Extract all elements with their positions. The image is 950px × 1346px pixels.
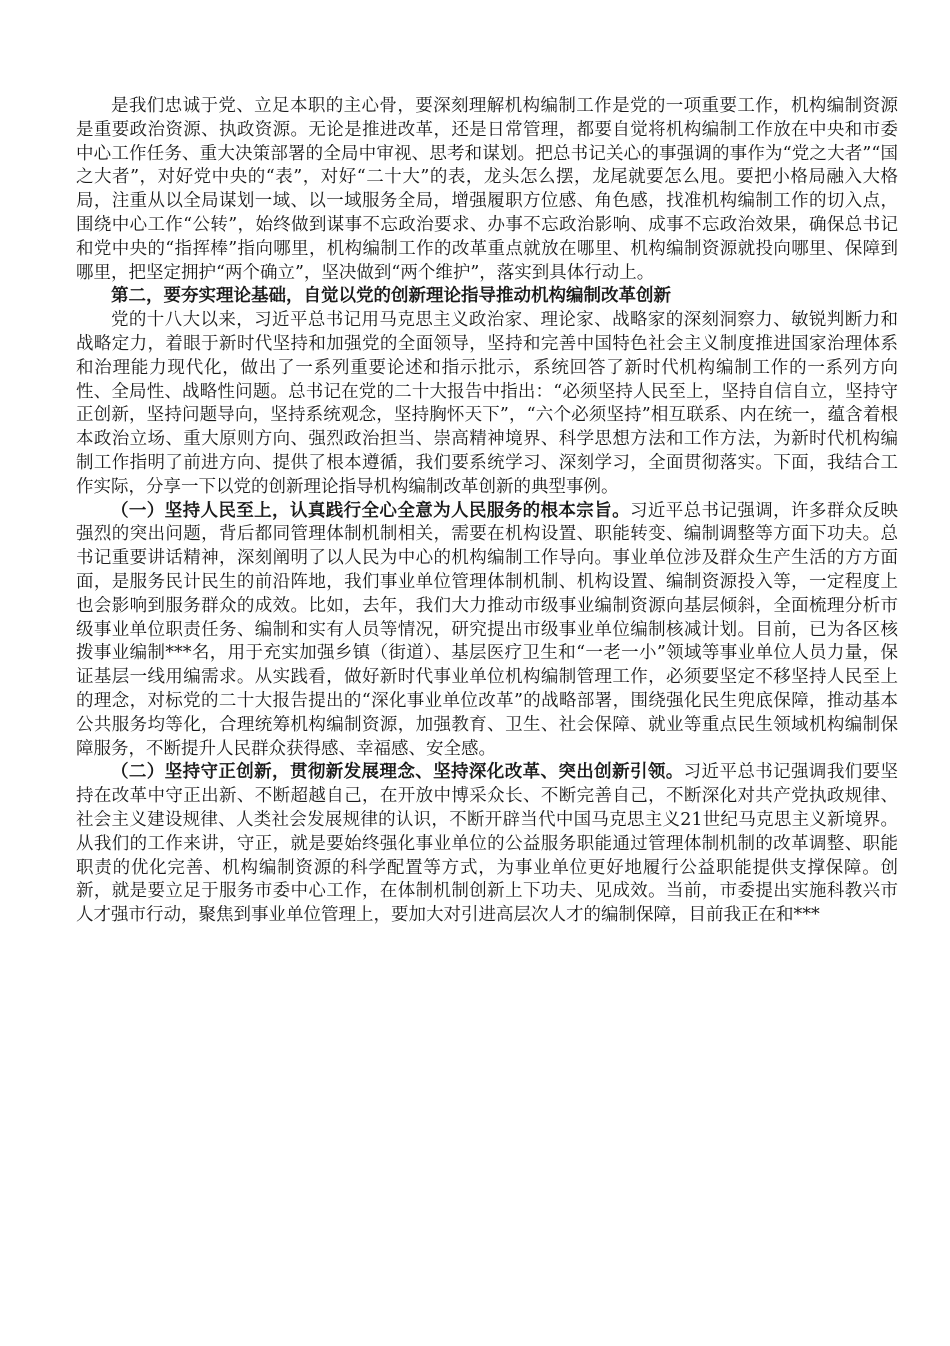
- paragraph-3: [76, 500, 898, 762]
- paragraph-4: [76, 761, 898, 928]
- paragraph-2: 党的十八大以来，习近平总书记用马克思主义政治家、理论家、战略家的深刻洞察力、敏锐判断力和战略定力，着眼于新时代坚持和加强党的全面领导，坚持和完善中国特色社会主义制度推进国家治理体系和治理能力现代化，做出了一系列重要论述和指示批示，系统回答了新时代机构编制工作的一系列方向性、全局性、战略性问题。总书记在党的二十大报告中指出：“必须坚持人民至上，坚持自信自立，坚持守正创新，坚持问题导向，坚持系统观念，坚持胸怀天下”，“六个必须坚持”相互联系、内在统一，蕴含着根本政治立场、重大原则方向、强烈政治担当、崇高精神境界、科学思想方法和工作方法，为新时代机构编制工作指明了前进方向、提供了根本遵循，我们要系统学习、深刻学习，全面贯彻落实。下面，我结合工作实际，分享一下以党的创新理论指导机构编制改革创新的典型事例。: [76, 310, 898, 497]
- section-heading-2: 第二，要夯实理论基础，自觉以党的创新理论指导推动机构编制改革创新: [111, 286, 671, 307]
- document-page: [76, 95, 898, 928]
- paragraph-4-body: 习近平总书记强调我们要坚持在改革中守正出新、不断超越自己，在开放中博采众长、不断完善自己，不断深化对共产党执政规律、社会主义建设规律、人类社会发展规律的认识，不断开辟当代中国马克思主义21世纪马克思主义新境界。从我们的工作来讲，守正，就是要始终强化事业单位的公益服务职能通过管理体制机制的改革调整、职能职责的优化完善、机构编制资源的科学配置等方式，为事业单位更好地履行公益职能提供支撑保障。创新，就是要立足于服务市委中心工作，在体制机制创新上下功夫、见成效。当前，市委提出实施科教兴市人才强市行动，聚焦到事业单位管理上，要加大对引进高层次人才的编制保障，目前我正在和***: [76, 762, 899, 926]
- subheading-2: （二）坚持守正创新，贯彻新发展理念、坚持深化改革、突出创新引领。: [111, 762, 684, 783]
- paragraph-1: 是我们忠诚于党、立足本职的主心骨，要深刻理解机构编制工作是党的一项重要工作，机构编制资源是重要政治资源、执政资源。无论是推进改革，还是日常管理，都要自觉将机构编制工作放在中央和市委中心工作任务、重大决策部署的全局中审视、思考和谋划。把总书记关心的事强调的事作为“党之大者”“国之大者”，对好党中央的“表”，对好“二十大”的表，龙头怎么摆，龙尾就要怎么甩。要把小格局融入大格局，注重从以全局谋划一域、以一域服务全局，增强履职方位感、角色感，找准机构编制工作的切入点，围绕中心工作“公转”，始终做到谋事不忘政治要求、办事不忘政治影响、成事不忘政治效果，确保总书记和党中央的“指挥棒”指向哪里，机构编制工作的改革重点就放在哪里、机构编制资源就投向哪里、保障到哪里，把坚定拥护“两个确立”，坚决做到“两个维护”，落实到具体行动上。: [76, 96, 898, 283]
- paragraph-3-body: 习近平总书记强调，许多群众反映强烈的突出问题，背后都同管理体制机制相关，需要在机构设置、职能转变、编制调整等方面下功夫。总书记重要讲话精神，深刻阐明了以人民为中心的机构编制工作导向。事业单位涉及群众生产生活的方方面面，是服务民计民生的前沿阵地，我们事业单位管理体制机制、机构设置、编制资源投入等，一定程度上也会影响到服务群众的成效。比如，去年，我们大力推动市级事业编制资源向基层倾斜，全面梳理分析市级事业单位职责任务、编制和实有人员等情况，研究提出市级事业单位编制核减计划。目前，已为各区核拨事业编制***名，用于充实加强乡镇（街道）、基层医疗卫生和“一老一小”领域等事业单位人员力量，保证基层一线用编需求。从实践看，做好新时代事业单位机构编制管理工作，必须要坚定不移坚持人民至上的理念，对标党的二十大报告提出的“深化事业单位改革”的战略部署，围绕强化民生兜底保障，推动基本公共服务均等化，合理统筹机构编制资源，加强教育、卫生、社会保障、就业等重点民生领域机构编制保障服务，不断提升人民群众获得感、幸福感、安全感。: [76, 500, 899, 759]
- subheading-1: （一）坚持人民至上，认真践行全心全意为人民服务的根本宗旨。: [111, 500, 630, 521]
